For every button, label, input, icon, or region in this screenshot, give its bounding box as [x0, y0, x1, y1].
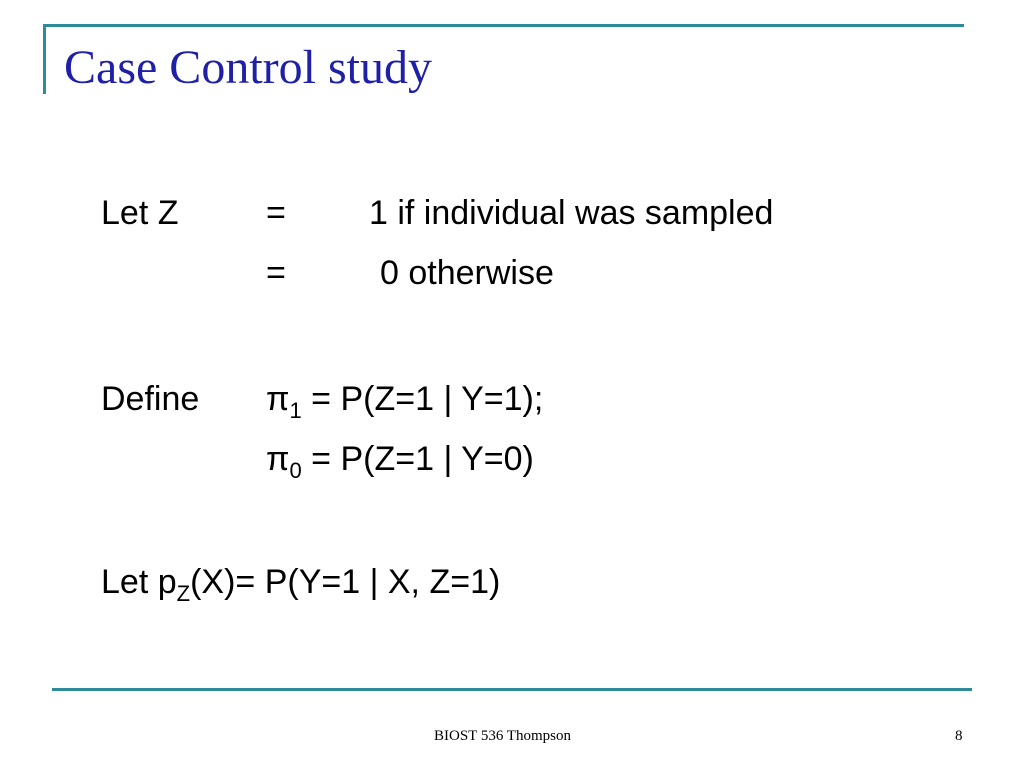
z-otherwise-value: 0 otherwise: [380, 254, 554, 292]
pz-expression: (X)= P(Y=1 | X, Z=1): [190, 563, 501, 601]
frame-top-line: [43, 24, 964, 27]
pi0-symbol: π: [266, 440, 290, 478]
pi0-subscript: 0: [289, 458, 302, 483]
equals-sign-2: =: [266, 254, 286, 292]
let-z-label: Let Z: [101, 194, 179, 232]
define-label: Define: [101, 380, 200, 418]
pi1-symbol: π: [266, 380, 290, 418]
equals-sign-1: =: [266, 194, 286, 232]
pz-definition: [101, 563, 501, 606]
pi0-definition: [266, 440, 534, 483]
pi0-expression: = P(Z=1 | Y=0): [301, 440, 534, 478]
pz-prefix: Let p: [101, 563, 177, 601]
pi1-expression: = P(Z=1 | Y=1);: [301, 380, 544, 418]
pi1-subscript: 1: [289, 398, 302, 423]
slide-title: Case Control study: [64, 41, 432, 94]
footer-divider-line: [52, 688, 972, 691]
footer-page-number: 8: [955, 728, 963, 744]
z-sampled-value: 1 if individual was sampled: [369, 194, 774, 232]
footer-course: BIOST 536 Thompson: [434, 728, 571, 744]
pi1-definition: [266, 380, 544, 423]
frame-left-line: [43, 26, 46, 94]
pz-subscript: Z: [176, 581, 191, 606]
